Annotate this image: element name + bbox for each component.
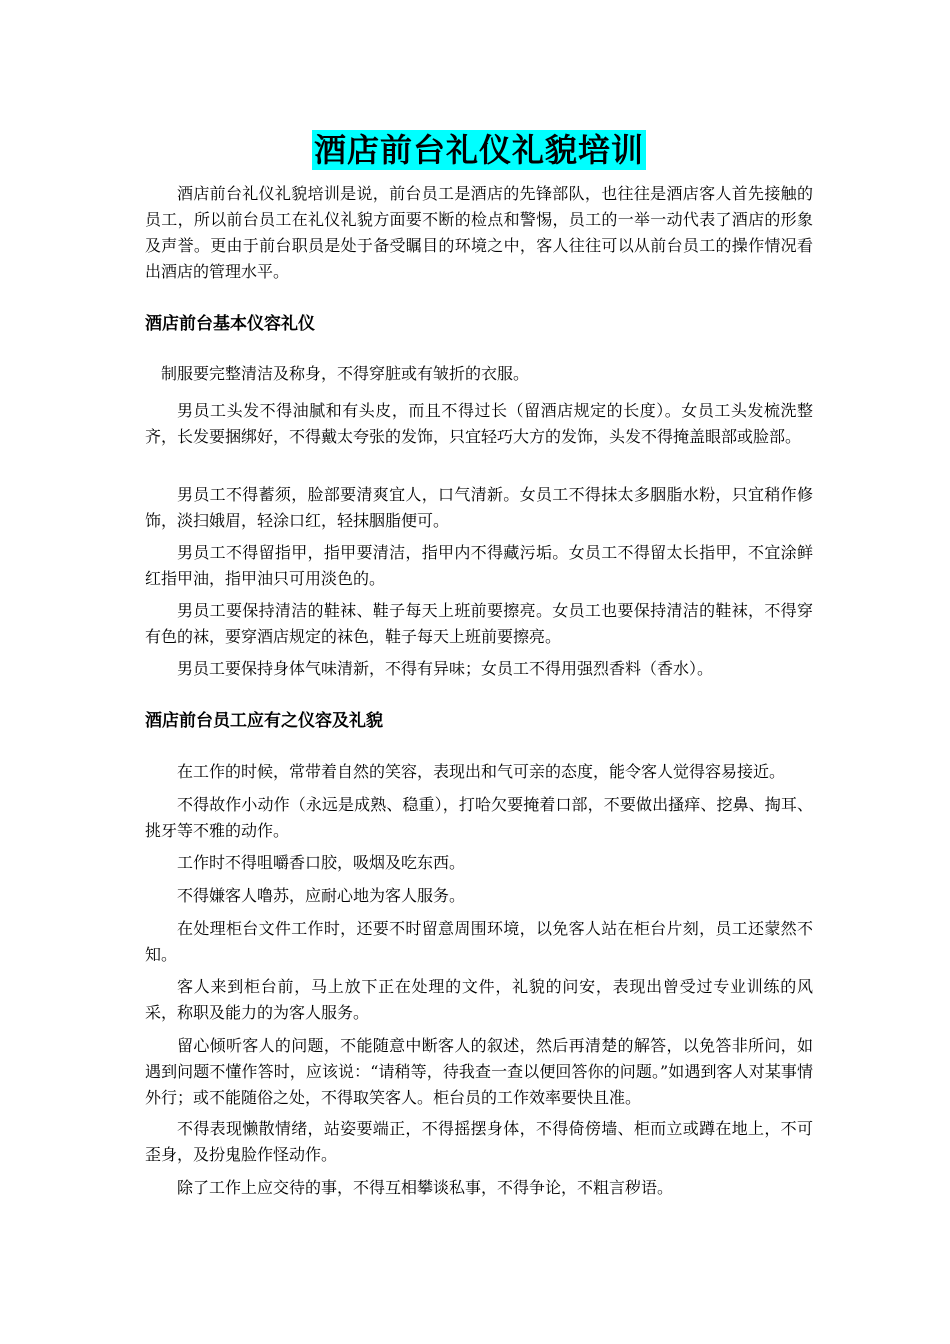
- document-title: 酒店前台礼仪礼貌培训: [313, 131, 644, 169]
- paragraph-no-eating: 工作时不得咀嚼香口胶，吸烟及吃东西。: [177, 853, 466, 872]
- paragraph-gestures: 不得故作小动作（永远是成熟、稳重），打哈欠要掩着口部，不要做出搔痒、挖鼻、掏耳、挑牙等不雅的动作。: [145, 795, 813, 840]
- paragraph-no-chatting: 除了工作上应交待的事，不得互相攀谈私事，不得争论，不粗言秽语。: [177, 1178, 674, 1197]
- intro-paragraph: 酒店前台礼仪礼貌培训是说，前台员工是酒店的先锋部队，也往往是酒店客人首先接触的员工，所以前台员工在礼仪礼貌方面要不断的检点和警惕，员工的一举一动代表了酒店的形象及声誉。更由于前台职员是处于备受瞩目的环境之中，客人往往可以从前台员工的操作情况看出酒店的管理水平。: [145, 184, 813, 281]
- paragraph-greeting: 客人来到柜台前，马上放下正在处理的文件，礼貌的问安，表现出曾受过专业训练的风采，称职及能力的为客人服务。: [145, 977, 813, 1022]
- paragraph-posture: 不得表现懒散情绪，站姿要端正，不得摇摆身体，不得倚傍墙、柜而立或蹲在地上，不可歪身，及扮鬼脸作怪动作。: [145, 1119, 813, 1164]
- paragraph-face: 男员工不得蓄须，脸部要清爽宜人，口气清新。女员工不得抹太多胭脂水粉，只宜稍作修饰，淡扫娥眉，轻涂口红，轻抹胭脂便可。: [145, 485, 813, 530]
- paragraph-shoes: 男员工要保持清洁的鞋袜、鞋子每天上班前要擦亮。女员工也要保持清洁的鞋袜，不得穿有色的袜，要穿酒店规定的袜色，鞋子每天上班前要擦亮。: [145, 601, 813, 646]
- section-heading-staff-manners: 酒店前台员工应有之仪容及礼貌: [145, 711, 383, 731]
- title-container: [145, 130, 813, 170]
- paragraph-awareness: 在处理柜台文件工作时，还要不时留意周围环境，以免客人站在柜台片刻，员工还蒙然不知。: [145, 919, 813, 964]
- paragraph-smile: 在工作的时候，常带着自然的笑容，表现出和气可亲的态度，能令客人觉得容易接近。: [177, 762, 786, 781]
- paragraph-listening: 留心倾听客人的问题，不能随意中断客人的叙述，然后再清楚的解答，以免答非所问，如遇到问题不懂作答时，应该说：“请稍等，待我查一查以便回答你的问题。”如遇到客人对某事情外行；或不能随俗之处，不得取笑客人。柜台员的工作效率要快且准。: [145, 1036, 813, 1107]
- section-heading-basic-appearance: 酒店前台基本仪容礼仪: [145, 314, 315, 334]
- paragraph-hair: 男员工头发不得油腻和有头皮，而且不得过长（留酒店规定的长度）。女员工头发梳洗整齐，长发要捆绑好，不得戴太夸张的发饰，只宜轻巧大方的发饰，头发不得掩盖眼部或脸部。: [145, 401, 813, 446]
- paragraph-odor: 男员工要保持身体气味清新，不得有异味；女员工不得用强烈香料（香水）。: [177, 659, 714, 678]
- paragraph-uniform: 制服要完整清洁及称身，不得穿脏或有皱折的衣服。: [161, 364, 530, 383]
- paragraph-patience: 不得嫌客人噜苏，应耐心地为客人服务。: [177, 886, 466, 905]
- paragraph-nails: 男员工不得留指甲，指甲要清洁，指甲内不得藏污垢。女员工不得留太长指甲，不宜涂鲜红指甲油，指甲油只可用淡色的。: [145, 543, 813, 588]
